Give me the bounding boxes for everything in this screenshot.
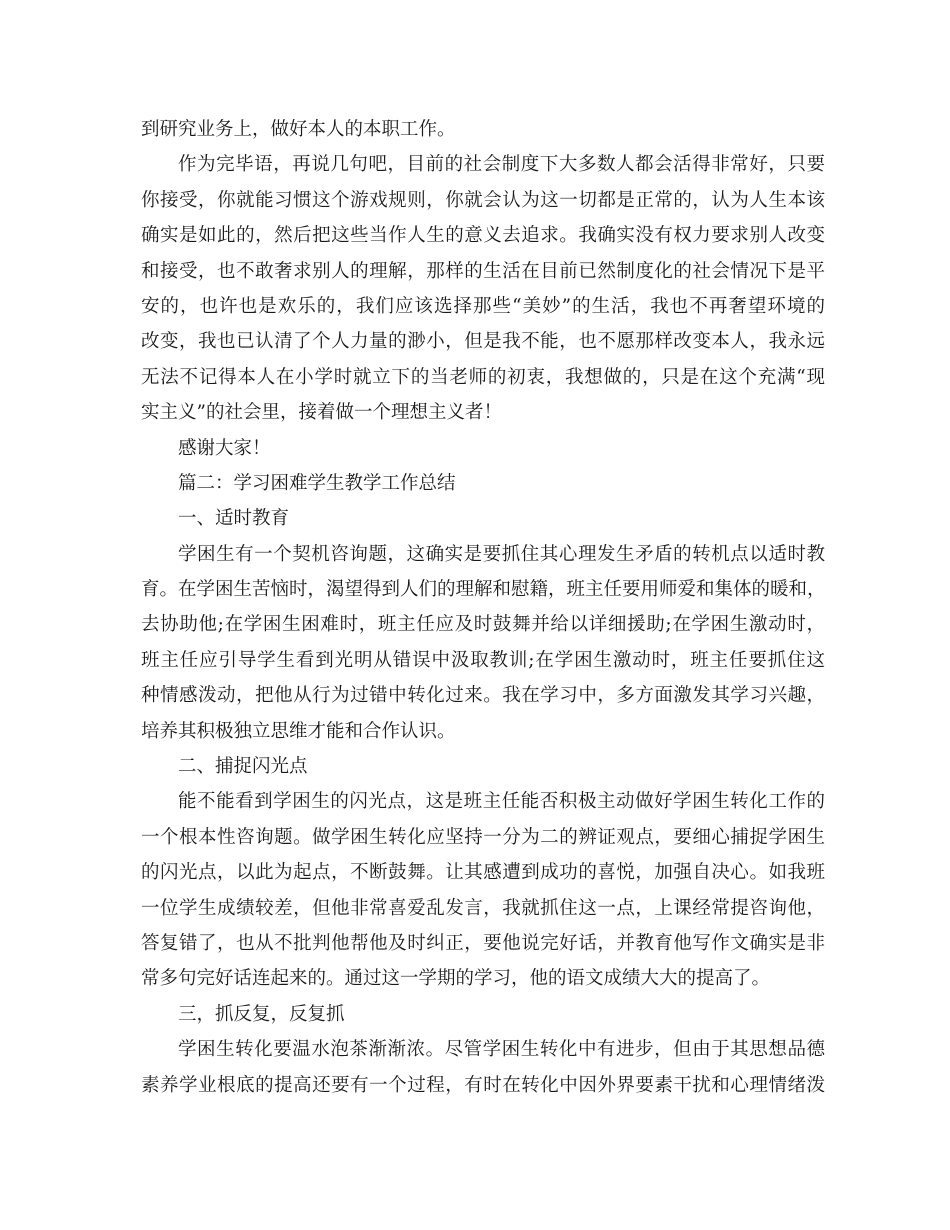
text-line: 改变，我也已认清了个人力量的渺小，但是我不能，也不愿那样改变本人，我永远: [141, 331, 825, 353]
text-line: 种情感泼动，把他从行为过错中转化过来。我在学习中，多方面激发其学习兴趣，: [141, 685, 825, 707]
text-line: 能不能看到学困生的闪光点，这是班主任能否积极主动做好学困生转化工作的: [178, 791, 825, 813]
text-line: 作为完毕语，再说几句吧，目前的社会制度下大多数人都会活得非常好，只要: [178, 154, 825, 176]
text-line: 篇二：学习困难学生教学工作总结: [178, 472, 456, 494]
text-line: 一个根本性咨询题。做学困生转化应坚持一分为二的辨证观点，要细心捕捉学困生: [141, 826, 825, 848]
text-line: 一、适时教育: [178, 508, 290, 530]
text-line: 常多句完好话连起来的。通过这一学期的学习，他的语文成绩大大的提高了。: [141, 968, 771, 990]
text-line: 培养其积极独立思维才能和合作认识。: [141, 720, 456, 742]
text-line: 答复错了，也从不批判他帮他及时纠正，要他说完好话，并教育他写作文确实是非: [141, 932, 825, 954]
text-line: 确实是如此的，然后把这些当作人生的意义去追求。我确实没有权力要求别人改变: [141, 225, 825, 247]
text-line: 一位学生成绩较差，但他非常喜爱乱发言，我就抓住这一点，上课经常提咨询他，: [141, 897, 825, 919]
text-line: 学困生有一个契机咨询题，这确实是要抓住其心理发生矛盾的转机点以适时教: [178, 543, 825, 565]
text-line: 素养学业根底的提高还要有一个过程，有时在转化中因外界要素干扰和心理情绪泼: [141, 1074, 825, 1096]
text-line: 学困生转化要温水泡茶渐渐浓。尽管学困生转化中有进步，但由于其思想品德: [178, 1039, 825, 1061]
text-line: 感谢大家！: [178, 437, 271, 459]
text-line: 实主义”的社会里，接着做一个理想主义者！: [141, 402, 502, 424]
text-line: 安的，也许也是欢乐的，我们应该选择那些“美妙”的生活，我也不再奢望环境的: [141, 295, 825, 317]
text-line: 和接受，也不敢奢求别人的理解，那样的生活在目前已然制度化的社会情况下是平: [141, 260, 825, 282]
text-line: 的闪光点，以此为起点，不断鼓舞。让其感遭到成功的喜悦，加强自决心。如我班: [141, 862, 825, 884]
text-line: 育。在学困生苦恼时，渴望得到人们的理解和慰籍，班主任要用师爱和集体的暖和，: [141, 579, 826, 601]
text-line: 二、捕捉闪光点: [178, 756, 308, 778]
text-line: 你接受，你就能习惯这个游戏规则，你就会认为这一切都是正常的，认为人生本该: [141, 189, 825, 211]
text-line: 无法不记得本人在小学时就立下的当老师的初衷，我想做的，只是在这个充满“现: [141, 366, 825, 388]
text-line: 三，抓反复，反复抓: [178, 1003, 345, 1025]
text-line: 去协助他;在学困生困难时，班主任应及时鼓舞并给以详细援助;在学困生激动时，: [141, 614, 825, 636]
text-line: 到研究业务上，做好本人的本职工作。: [141, 119, 456, 140]
text-line: 班主任应引导学生看到光明从错误中汲取教训;在学困生激动时，班主任要抓住这: [141, 649, 825, 671]
document-body: [141, 112, 825, 1103]
